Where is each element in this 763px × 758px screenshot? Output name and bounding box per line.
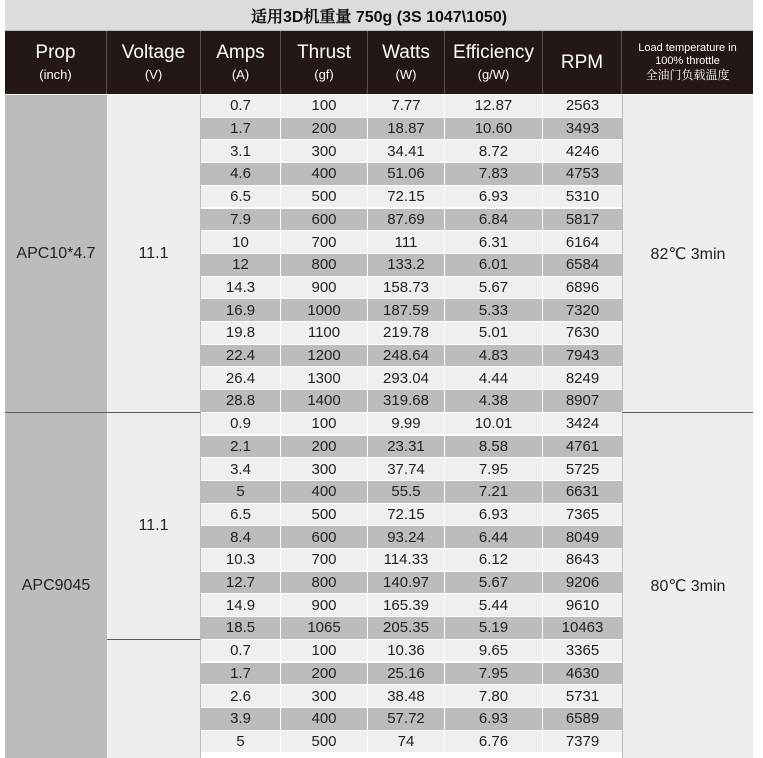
header-temp-line3: 全油门负载温度: [645, 68, 730, 82]
cell-amps: 8.4: [201, 526, 281, 549]
cell-efficiency: 7.95: [445, 663, 543, 686]
cell-rpm: 2563: [543, 95, 622, 118]
group-2-temperature: 80℃ 3min: [622, 413, 753, 758]
cell-rpm: 7630: [543, 322, 622, 345]
cell-thrust: 100: [281, 640, 368, 663]
cell-efficiency: 6.93: [445, 504, 543, 527]
cell-amps: 0.7: [201, 640, 281, 663]
header-rpm: [543, 31, 622, 94]
cell-watts: 187.59: [368, 299, 445, 322]
cell-watts: 7.77: [368, 95, 445, 118]
cell-rpm: 9206: [543, 572, 622, 595]
cell-amps: 2.1: [201, 436, 281, 459]
cell-watts: 25.16: [368, 663, 445, 686]
cell-efficiency: 10.60: [445, 118, 543, 141]
cell-thrust: 1065: [281, 617, 368, 640]
cell-rpm: 7365: [543, 504, 622, 527]
cell-thrust: 400: [281, 708, 368, 731]
cell-efficiency: 6.44: [445, 526, 543, 549]
cell-efficiency: 12.87: [445, 95, 543, 118]
cell-amps: 22.4: [201, 345, 281, 368]
cell-watts: 18.87: [368, 118, 445, 141]
cell-thrust: 100: [281, 95, 368, 118]
cell-amps: 3.9: [201, 708, 281, 731]
cell-amps: 1.7: [201, 663, 281, 686]
cell-watts: 34.41: [368, 140, 445, 163]
cell-amps: 3.1: [201, 140, 281, 163]
cell-efficiency: 7.95: [445, 458, 543, 481]
cell-thrust: 200: [281, 436, 368, 459]
cell-watts: 293.04: [368, 367, 445, 390]
cell-thrust: 300: [281, 140, 368, 163]
cell-rpm: 5310: [543, 186, 622, 209]
group-1-voltage: 11.1: [107, 95, 201, 413]
header-efficiency-label: Efficiency: [453, 41, 534, 63]
cell-thrust: 200: [281, 663, 368, 686]
cell-rpm: 8643: [543, 549, 622, 572]
cell-amps: 4.6: [201, 163, 281, 186]
header-watts-label: Watts: [382, 41, 430, 63]
cell-thrust: 600: [281, 209, 368, 232]
cell-thrust: 1000: [281, 299, 368, 322]
cell-thrust: 300: [281, 685, 368, 708]
cell-thrust: 1300: [281, 367, 368, 390]
cell-efficiency: 5.44: [445, 594, 543, 617]
cell-rpm: 6896: [543, 277, 622, 300]
group-1-temperature: 82℃ 3min: [622, 95, 753, 413]
cell-rpm: 5725: [543, 458, 622, 481]
cell-watts: 219.78: [368, 322, 445, 345]
header-temp-line1: Load temperature in: [638, 42, 737, 54]
cell-rpm: 5731: [543, 685, 622, 708]
cell-thrust: 700: [281, 231, 368, 254]
header-amps-unit: (A): [231, 66, 250, 82]
cell-efficiency: 5.19: [445, 617, 543, 640]
cell-amps: 6.5: [201, 504, 281, 527]
cell-efficiency: 8.72: [445, 140, 543, 163]
cell-rpm: 5817: [543, 209, 622, 232]
cell-rpm: 4630: [543, 663, 622, 686]
cell-rpm: 7320: [543, 299, 622, 322]
header-efficiency: [445, 31, 543, 94]
group-1-prop: APC10*4.7: [5, 95, 107, 413]
cell-amps: 3.4: [201, 458, 281, 481]
cell-amps: 26.4: [201, 367, 281, 390]
header-thrust: [281, 31, 368, 94]
cell-rpm: 6589: [543, 708, 622, 731]
cell-thrust: 800: [281, 572, 368, 595]
cell-amps: 0.7: [201, 95, 281, 118]
cell-rpm: 8907: [543, 390, 622, 413]
cell-watts: 23.31: [368, 436, 445, 459]
cell-amps: 1.7: [201, 118, 281, 141]
cell-thrust: 1400: [281, 390, 368, 413]
cell-amps: 10.3: [201, 549, 281, 572]
cell-rpm: 3493: [543, 118, 622, 141]
cell-efficiency: 6.76: [445, 731, 543, 754]
cell-amps: 12: [201, 254, 281, 277]
cell-watts: 72.15: [368, 186, 445, 209]
cell-amps: 5: [201, 481, 281, 504]
cell-rpm: 8249: [543, 367, 622, 390]
cell-efficiency: 4.83: [445, 345, 543, 368]
header-amps-label: Amps: [216, 41, 265, 63]
header-watts: [368, 31, 445, 94]
cell-efficiency: 4.44: [445, 367, 543, 390]
cell-thrust: 1100: [281, 322, 368, 345]
header-rpm-label: RPM: [560, 51, 604, 73]
cell-watts: 37.74: [368, 458, 445, 481]
header-prop: [5, 31, 107, 94]
cell-amps: 14.9: [201, 594, 281, 617]
cell-efficiency: 6.31: [445, 231, 543, 254]
header-voltage-label: Voltage: [121, 41, 186, 63]
group-2-prop: APC9045: [5, 413, 107, 758]
cell-efficiency: 7.80: [445, 685, 543, 708]
cell-watts: 74: [368, 731, 445, 754]
cell-rpm: 6584: [543, 254, 622, 277]
cell-amps: 7.9: [201, 209, 281, 232]
cell-thrust: 500: [281, 504, 368, 527]
header-temp-line2: 100% throttle: [655, 55, 720, 67]
cell-watts: 158.73: [368, 277, 445, 300]
cell-watts: 165.39: [368, 594, 445, 617]
cell-watts: 114.33: [368, 549, 445, 572]
cell-watts: 51.06: [368, 163, 445, 186]
cell-efficiency: 5.67: [445, 277, 543, 300]
cell-watts: 55.5: [368, 481, 445, 504]
header-amps: [201, 31, 281, 94]
table-caption: 适用3D机重量 750g (3S 1047\1050): [5, 0, 753, 31]
header-voltage: [107, 31, 201, 94]
cell-thrust: 500: [281, 186, 368, 209]
cell-watts: 57.72: [368, 708, 445, 731]
header-thrust-label: Thrust: [297, 41, 351, 63]
cell-thrust: 900: [281, 277, 368, 300]
cell-amps: 0.9: [201, 413, 281, 436]
cell-watts: 140.97: [368, 572, 445, 595]
cell-rpm: 3365: [543, 640, 622, 663]
cell-efficiency: 10.01: [445, 413, 543, 436]
cell-amps: 16.9: [201, 299, 281, 322]
cell-watts: 133.2: [368, 254, 445, 277]
cell-amps: 2.6: [201, 685, 281, 708]
cell-amps: 14.3: [201, 277, 281, 300]
cell-watts: 38.48: [368, 685, 445, 708]
header-watts-unit: (W): [395, 66, 417, 82]
cell-watts: 111: [368, 231, 445, 254]
cell-rpm: 6164: [543, 231, 622, 254]
cell-amps: 10: [201, 231, 281, 254]
cell-rpm: 8049: [543, 526, 622, 549]
cell-amps: 28.8: [201, 390, 281, 413]
cell-amps: 18.5: [201, 617, 281, 640]
cell-watts: 248.64: [368, 345, 445, 368]
cell-rpm: 4761: [543, 436, 622, 459]
cell-efficiency: 9.65: [445, 640, 543, 663]
cell-efficiency: 5.33: [445, 299, 543, 322]
cell-amps: 19.8: [201, 322, 281, 345]
cell-watts: 9.99: [368, 413, 445, 436]
cell-rpm: 6631: [543, 481, 622, 504]
cell-efficiency: 6.84: [445, 209, 543, 232]
cell-rpm: 10463: [543, 617, 622, 640]
cell-efficiency: 7.83: [445, 163, 543, 186]
header-prop-unit: (inch): [39, 66, 72, 82]
cell-thrust: 700: [281, 549, 368, 572]
cell-rpm: 4753: [543, 163, 622, 186]
cell-efficiency: 4.38: [445, 390, 543, 413]
cell-rpm: 7943: [543, 345, 622, 368]
cell-efficiency: 6.93: [445, 708, 543, 731]
cell-rpm: 3424: [543, 413, 622, 436]
header-load-temperature: [622, 31, 753, 94]
cell-efficiency: 8.58: [445, 436, 543, 459]
cell-efficiency: 6.12: [445, 549, 543, 572]
cell-efficiency: 7.21: [445, 481, 543, 504]
cell-watts: 87.69: [368, 209, 445, 232]
cell-efficiency: 6.01: [445, 254, 543, 277]
cell-efficiency: 5.01: [445, 322, 543, 345]
cell-efficiency: 5.67: [445, 572, 543, 595]
cell-watts: 205.35: [368, 617, 445, 640]
cell-thrust: 400: [281, 163, 368, 186]
cell-thrust: 600: [281, 526, 368, 549]
cell-thrust: 400: [281, 481, 368, 504]
header-prop-label: Prop: [35, 41, 76, 63]
cell-thrust: 900: [281, 594, 368, 617]
cell-rpm: 7379: [543, 731, 622, 754]
group-2-voltage: 11.1: [107, 413, 201, 640]
cell-thrust: 800: [281, 254, 368, 277]
cell-thrust: 200: [281, 118, 368, 141]
group-2-voltage-lower: [107, 640, 201, 758]
cell-thrust: 100: [281, 413, 368, 436]
header-thrust-unit: (gf): [314, 66, 334, 82]
cell-efficiency: 6.93: [445, 186, 543, 209]
header-voltage-unit: (V): [144, 66, 163, 82]
cell-watts: 72.15: [368, 504, 445, 527]
cell-rpm: 4246: [543, 140, 622, 163]
cell-watts: 10.36: [368, 640, 445, 663]
cell-amps: 5: [201, 731, 281, 754]
cell-watts: 93.24: [368, 526, 445, 549]
cell-watts: 319.68: [368, 390, 445, 413]
cell-rpm: 9610: [543, 594, 622, 617]
header-efficiency-unit: (g/W): [477, 66, 510, 82]
cell-thrust: 500: [281, 731, 368, 754]
cell-thrust: 1200: [281, 345, 368, 368]
cell-thrust: 300: [281, 458, 368, 481]
cell-amps: 6.5: [201, 186, 281, 209]
cell-amps: 12.7: [201, 572, 281, 595]
